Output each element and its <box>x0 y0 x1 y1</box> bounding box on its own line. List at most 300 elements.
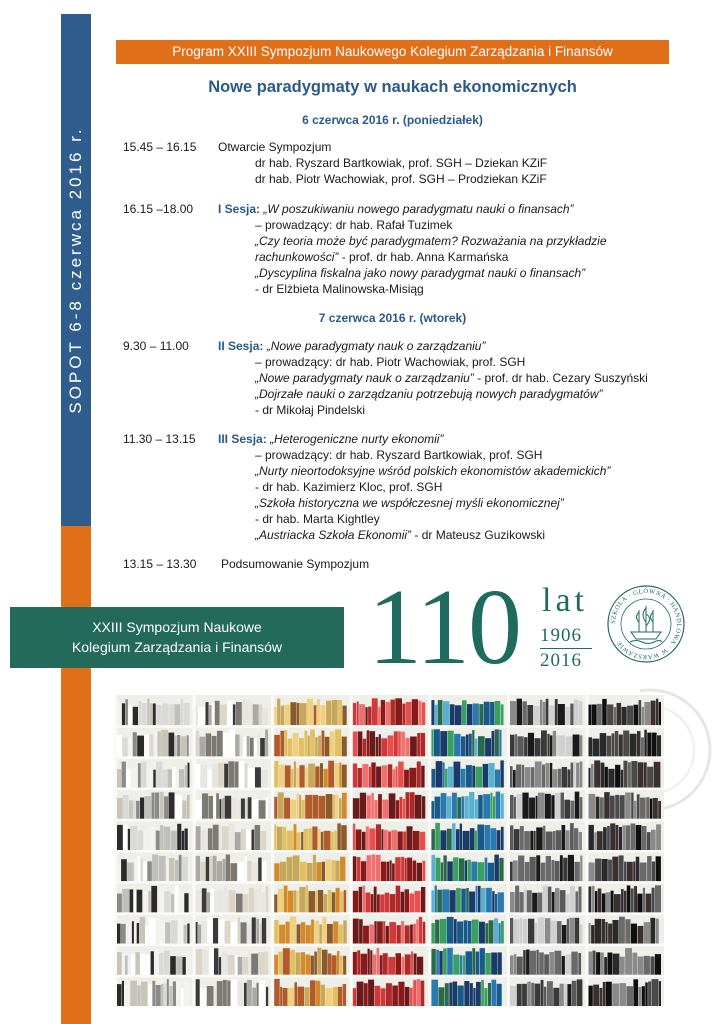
book-spine <box>535 761 542 787</box>
book-spine <box>150 703 153 725</box>
book-spine <box>318 890 323 913</box>
shelf-board <box>193 1006 272 1007</box>
book-spine <box>405 889 410 912</box>
book-spine <box>401 892 405 913</box>
book-spine <box>403 832 406 851</box>
book-spine <box>652 888 655 913</box>
book-spine <box>603 982 605 1006</box>
opening-vice-dean: dr hab. Piotr Wachowiak, prof. SGH – Prodziekan KZiF <box>255 172 547 186</box>
book-spine <box>226 855 230 882</box>
book-spine <box>559 735 565 756</box>
session3-talk3-speaker: - dr Mateusz Guzikowski <box>411 528 546 542</box>
shelf-board <box>428 788 507 791</box>
book-spine <box>553 731 556 757</box>
book-spine <box>381 829 383 850</box>
book-spine <box>122 889 129 913</box>
book-spine <box>514 954 516 975</box>
shelf-board <box>428 944 507 947</box>
book-spine <box>317 699 320 725</box>
book-spine <box>419 917 422 944</box>
book-spine <box>247 736 250 756</box>
book-spine <box>614 707 616 725</box>
book-spine <box>471 862 477 882</box>
book-spine <box>543 826 545 850</box>
book-spine <box>333 921 338 943</box>
book-spine <box>569 918 574 944</box>
book-spine <box>353 891 359 913</box>
book-spine <box>547 981 553 1006</box>
book-spine <box>316 891 318 913</box>
book-spine <box>249 888 254 913</box>
book-spine <box>627 706 633 726</box>
book-spine <box>402 704 405 726</box>
book-spine <box>405 858 407 881</box>
book-spine <box>117 863 121 881</box>
book-spine <box>185 765 188 787</box>
book-spine <box>440 731 447 756</box>
book-spine <box>619 827 622 850</box>
shelf-board <box>350 944 429 947</box>
book-spine <box>517 699 522 726</box>
book-spine <box>378 707 380 725</box>
book-spine <box>436 761 443 788</box>
book-spine <box>431 829 435 850</box>
book-spine <box>546 699 549 725</box>
book-spine <box>612 984 619 1007</box>
book-spine <box>325 859 331 881</box>
book-spine <box>148 985 152 1006</box>
book-spine <box>386 702 391 725</box>
book-spine <box>137 890 143 913</box>
symposium-name-line2: Kolegium Zarządzania i Finansów <box>71 639 283 655</box>
book-spine <box>404 770 409 788</box>
book-spine <box>553 988 559 1006</box>
shelf-board <box>271 850 350 853</box>
book-spine <box>145 796 152 819</box>
book-spine <box>235 955 237 975</box>
book-spine <box>253 704 259 725</box>
book-spine <box>278 952 282 975</box>
anniversary-year-end: 2016 <box>540 650 582 671</box>
book-spine <box>123 795 129 819</box>
book-spine <box>342 706 346 726</box>
book-spine <box>493 796 495 818</box>
book-spine <box>608 953 613 975</box>
book-spine <box>608 769 614 788</box>
book-spine <box>339 798 342 819</box>
book-spine <box>463 956 465 975</box>
shelf-board <box>350 756 429 759</box>
book-spine <box>562 925 567 944</box>
book-spine <box>372 698 378 725</box>
book-spine <box>309 891 316 912</box>
book-spine <box>340 857 345 882</box>
book-spine <box>290 917 296 944</box>
shelf-board <box>193 725 272 728</box>
shelf-board <box>350 788 429 791</box>
book-spine <box>552 892 555 912</box>
book-spine <box>542 765 545 788</box>
book-spine <box>555 793 560 819</box>
book-spine <box>631 793 633 819</box>
book-spine <box>398 982 404 1006</box>
shelf-board <box>428 1006 507 1007</box>
book-spine <box>438 700 443 725</box>
book-spine <box>490 702 494 725</box>
session3-talk2-speaker: - dr hab. Marta Kightley <box>255 512 380 526</box>
book-spine <box>201 862 206 881</box>
book-spine <box>604 957 607 975</box>
shelf-board <box>507 819 586 822</box>
book-spine <box>247 924 251 944</box>
book-spine <box>401 921 404 944</box>
book-spine <box>122 762 126 788</box>
book-spine <box>138 701 141 725</box>
book-spine <box>126 921 131 943</box>
session2-talk1-speaker: - prof. dr hab. Cezary Suszyński <box>473 371 648 385</box>
book-spine <box>242 699 249 725</box>
book-spine <box>413 924 416 944</box>
book-spine <box>485 858 488 882</box>
book-spine <box>478 886 481 913</box>
book-spine <box>540 700 543 725</box>
book-spine <box>225 796 232 819</box>
book-spine <box>353 856 356 881</box>
book-spine <box>614 894 621 912</box>
book-spine <box>608 924 612 944</box>
book-spine <box>243 737 246 756</box>
book-spine <box>225 921 231 943</box>
book-spine <box>621 889 624 912</box>
book-spine <box>287 857 293 881</box>
book-spine <box>480 948 485 975</box>
shelf-board <box>114 881 193 884</box>
book-spine <box>206 857 210 881</box>
closing-time: 13.15 – 13.30 <box>123 557 197 571</box>
book-spine <box>324 894 328 912</box>
anniversary-word: lat <box>542 582 588 619</box>
book-spine <box>620 983 626 1006</box>
book-spine <box>299 887 305 912</box>
shelf-board <box>585 881 664 884</box>
shelf-board <box>350 881 429 884</box>
book-spine <box>323 769 327 788</box>
book-spine <box>278 889 283 913</box>
book-spine <box>117 894 122 913</box>
shelf-board <box>585 788 664 791</box>
book-spine <box>415 795 422 819</box>
book-spine <box>235 735 239 757</box>
book-spine <box>363 926 369 944</box>
book-spine <box>484 988 487 1006</box>
book-spine <box>147 768 153 787</box>
book-spine <box>233 704 236 725</box>
shelf-board <box>428 850 507 853</box>
book-spine <box>550 735 552 756</box>
book-spine <box>461 889 466 913</box>
book-spine <box>300 703 307 725</box>
book-spine <box>187 735 189 756</box>
book-spine <box>610 823 615 850</box>
book-spine <box>409 768 416 788</box>
book-spine <box>466 735 469 757</box>
book-spine <box>479 922 485 944</box>
book-spine <box>335 763 339 788</box>
book-spine <box>169 858 175 881</box>
book-spine <box>501 794 504 819</box>
book-spine <box>431 855 435 881</box>
book-spine <box>309 828 312 850</box>
book-spine <box>648 981 651 1006</box>
shelf-board <box>585 819 664 822</box>
session3-talk2-title: „Szkoła historyczna we współczesnej myśli ekonomicznej” <box>255 496 564 510</box>
book-spine <box>117 984 122 1006</box>
book-spine <box>612 733 615 756</box>
book-spine <box>312 827 317 851</box>
book-spine <box>625 919 630 943</box>
book-spine <box>522 701 527 725</box>
book-spine <box>596 952 600 975</box>
book-spine <box>362 764 368 788</box>
book-spine <box>370 731 375 756</box>
session3-time: 11.30 – 13.15 <box>123 432 196 446</box>
book-spine <box>361 954 368 975</box>
book-spine <box>238 981 244 1006</box>
book-spine <box>400 797 403 819</box>
book-spine <box>306 885 308 912</box>
book-spine <box>126 699 128 725</box>
book-spine <box>448 731 454 757</box>
book-spine <box>178 919 183 943</box>
book-spine <box>470 983 473 1006</box>
book-spine <box>325 988 332 1006</box>
book-spine <box>156 762 162 788</box>
session1-talk1-title-a: „Czy teoria może być paradygmatem? Rozważania na przykładzie <box>255 234 607 248</box>
book-spine <box>206 733 212 756</box>
book-spine <box>279 765 285 788</box>
book-spine <box>438 987 444 1006</box>
book-spine <box>134 860 137 881</box>
shelf-post <box>507 695 510 1007</box>
shelf-board <box>271 975 350 978</box>
book-spine <box>456 829 460 850</box>
book-spine <box>304 829 309 850</box>
shelf-board <box>114 912 193 915</box>
book-spine <box>322 731 325 757</box>
book-spine <box>164 951 170 975</box>
book-spine <box>577 979 583 1006</box>
book-spine <box>588 737 592 756</box>
book-spine <box>595 891 597 912</box>
book-spine <box>368 980 374 1006</box>
book-spine <box>530 831 533 850</box>
book-spine <box>244 983 247 1006</box>
book-spine <box>528 919 534 944</box>
book-spine <box>536 950 538 975</box>
book-spine <box>514 797 516 819</box>
book-spine <box>623 731 629 757</box>
book-spine <box>534 706 540 725</box>
book-spine <box>175 860 178 881</box>
book-spine <box>523 919 528 944</box>
book-spine <box>376 824 381 850</box>
shelf-board <box>350 725 429 728</box>
book-spine <box>171 894 174 912</box>
anniversary-number: 110 <box>368 568 520 687</box>
book-spine <box>612 920 618 944</box>
book-spine <box>397 925 401 944</box>
book-spine <box>381 738 387 756</box>
book-spine <box>163 769 168 787</box>
book-spine <box>229 890 236 912</box>
book-spine <box>122 703 125 725</box>
book-spine <box>657 735 661 756</box>
book-spine <box>117 924 121 944</box>
book-spine <box>377 948 380 975</box>
book-spine <box>466 951 473 975</box>
book-spine <box>318 736 321 757</box>
book-spine <box>392 863 395 881</box>
book-spine <box>485 825 491 850</box>
book-spine <box>175 885 179 912</box>
book-spine <box>202 921 207 944</box>
book-spine <box>297 987 304 1006</box>
book-spine <box>588 768 590 788</box>
book-spine <box>469 892 475 913</box>
book-spine <box>377 921 383 943</box>
book-spine <box>184 925 187 944</box>
book-spine <box>214 948 218 975</box>
book-spine <box>219 957 221 975</box>
book-spine <box>453 982 458 1007</box>
book-spine <box>177 824 181 850</box>
book-spine <box>421 887 425 912</box>
book-spine <box>415 891 421 913</box>
book-spine <box>531 767 535 787</box>
book-spine <box>179 890 184 913</box>
book-spine <box>460 955 463 975</box>
book-spine <box>144 829 149 850</box>
book-spine <box>152 981 155 1006</box>
book-spine <box>235 762 239 788</box>
book-spine <box>457 922 463 944</box>
book-spine <box>369 925 374 944</box>
book-spine <box>169 733 175 757</box>
book-spine <box>490 793 492 819</box>
shelf-board <box>271 944 350 947</box>
book-spine <box>196 731 200 757</box>
book-spine <box>452 793 457 819</box>
book-spine <box>332 955 337 975</box>
book-spine <box>142 703 147 725</box>
book-spine <box>255 890 259 913</box>
shelf-post <box>428 695 431 1007</box>
shelf-board <box>428 975 507 978</box>
book-spine <box>565 954 571 974</box>
book-spine <box>594 760 600 787</box>
book-spine <box>324 831 331 850</box>
anniversary-divider <box>540 648 592 649</box>
book-spine <box>339 763 341 788</box>
book-spine <box>375 986 381 1006</box>
book-spine <box>277 827 283 850</box>
book-spine <box>381 862 387 882</box>
book-spine <box>307 699 313 725</box>
book-spine <box>302 800 305 819</box>
book-spine <box>443 701 449 725</box>
book-spine <box>367 730 370 756</box>
book-spine <box>304 731 307 757</box>
book-spine <box>186 954 189 975</box>
book-spine <box>447 829 452 850</box>
book-spine <box>371 763 375 788</box>
book-spine <box>472 730 474 756</box>
book-spine <box>522 984 527 1006</box>
book-spine <box>382 800 388 819</box>
book-spine <box>627 885 631 912</box>
shelf-board <box>350 819 429 822</box>
shelf-board <box>507 756 586 759</box>
book-spine <box>411 951 413 974</box>
book-spine <box>364 983 368 1006</box>
book-spine <box>383 921 385 944</box>
book-spine <box>128 829 130 850</box>
book-spine <box>467 704 472 725</box>
book-spine <box>155 793 160 819</box>
shelf-board <box>585 725 664 728</box>
book-spine <box>121 859 127 881</box>
book-spine <box>217 981 223 1006</box>
shelf-board <box>271 1006 350 1007</box>
book-spine <box>453 857 458 881</box>
book-spine <box>380 955 383 975</box>
book-spine <box>564 800 570 819</box>
book-spine <box>639 700 642 725</box>
session1-talk2-speaker: - dr Elżbieta Malinowska-Misiąg <box>255 282 424 296</box>
book-spine <box>287 831 294 851</box>
book-spine <box>258 858 261 882</box>
book-spine <box>182 857 188 881</box>
book-spine <box>255 767 261 787</box>
book-spine <box>245 799 247 819</box>
book-spine <box>510 701 516 725</box>
book-spine <box>567 984 571 1006</box>
book-spine <box>206 702 209 725</box>
book-spine <box>642 707 644 725</box>
book-spine <box>525 862 529 881</box>
book-spine <box>248 767 255 787</box>
book-spine <box>545 763 549 788</box>
book-spine <box>254 738 257 756</box>
book-spine <box>337 823 340 850</box>
book-spine <box>565 736 572 756</box>
book-spine <box>252 918 256 944</box>
book-spine <box>140 954 145 975</box>
symposium-name-box <box>10 607 344 668</box>
book-spine <box>304 987 309 1006</box>
book-spine <box>128 705 132 725</box>
book-spine <box>122 954 124 975</box>
book-spine <box>574 700 579 725</box>
book-spine <box>588 863 594 882</box>
book-spine <box>634 886 637 912</box>
book-spine <box>133 801 135 819</box>
book-spine <box>291 800 297 819</box>
book-spine <box>650 799 652 819</box>
book-spine <box>274 735 280 757</box>
book-spine <box>443 948 447 974</box>
book-spine <box>453 955 459 975</box>
